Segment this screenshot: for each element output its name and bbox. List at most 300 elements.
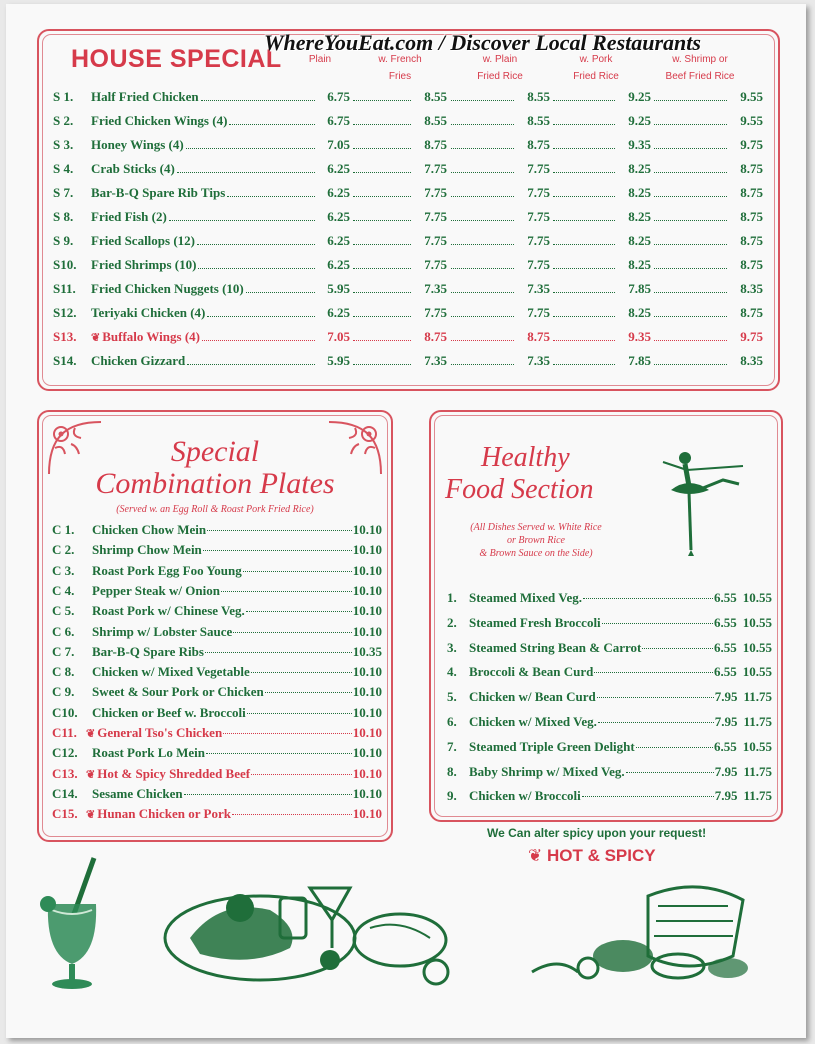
item-price-small: 6.55 xyxy=(714,639,737,655)
combo-item xyxy=(52,522,382,538)
item-price: 6.25 xyxy=(327,209,350,224)
item-code: C 4. xyxy=(52,582,75,598)
item-code: 9. xyxy=(447,788,457,804)
item-price: 8.75 xyxy=(527,329,550,344)
item-price-large: 11.75 xyxy=(743,689,772,705)
item-name: Roast Pork Lo Mein xyxy=(92,745,206,761)
combination-title-line1: Special xyxy=(170,435,260,468)
item-code: S 1. xyxy=(53,89,74,104)
item-name: Half Fried Chicken xyxy=(91,89,199,104)
item-name: Fried Chicken Nuggets (10) xyxy=(91,281,244,296)
combo-item xyxy=(52,705,382,721)
combo-item xyxy=(52,583,382,599)
menu-item xyxy=(53,161,763,179)
dot-leader xyxy=(353,268,411,269)
item-name: Steamed Triple Green Delight xyxy=(469,738,635,754)
item-name: Fried Chicken Wings (4) xyxy=(91,113,228,128)
column-header xyxy=(455,51,545,85)
cocktail-illustration xyxy=(36,854,116,994)
dot-leader xyxy=(451,316,514,317)
item-price: 6.75 xyxy=(327,89,350,104)
healthy-item xyxy=(447,664,772,680)
column-header-line1: Plain xyxy=(308,54,332,65)
item-price: 7.75 xyxy=(527,257,550,272)
combination-title-line2: Combination Plates xyxy=(95,467,335,500)
item-price: 9.35 xyxy=(628,137,651,152)
dot-leader xyxy=(221,591,352,592)
dot-leader xyxy=(451,100,514,101)
column-header-line2: Fried Rice xyxy=(477,71,523,82)
food-platter-illustration xyxy=(160,868,460,988)
item-price: 10.10 xyxy=(352,582,382,598)
column-header-line2: Fried Rice xyxy=(573,71,619,82)
dot-leader xyxy=(594,672,713,673)
dot-leader xyxy=(451,292,514,293)
item-code: S 7. xyxy=(53,185,74,200)
hot-spicy-legend xyxy=(528,846,656,866)
combo-item xyxy=(52,644,382,660)
item-price: 8.55 xyxy=(527,113,550,128)
item-price-large: 11.75 xyxy=(743,763,772,779)
dot-leader xyxy=(186,148,315,149)
item-price: 8.35 xyxy=(740,281,763,296)
dot-leader xyxy=(451,124,514,125)
item-name: Honey Wings (4) xyxy=(91,137,184,152)
item-code: 2. xyxy=(447,614,457,630)
item-code: C 6. xyxy=(52,623,75,639)
dot-leader xyxy=(353,172,411,173)
item-price: 10.10 xyxy=(352,664,382,680)
menu-item xyxy=(53,209,763,227)
item-name-wrap xyxy=(91,89,199,105)
dot-leader xyxy=(353,244,411,245)
item-name: Hot & Spicy Shredded Beef xyxy=(97,765,251,781)
item-name: Pepper Steak w/ Onion xyxy=(92,582,220,598)
dot-leader xyxy=(553,340,615,341)
item-price: 9.55 xyxy=(740,89,763,104)
item-name: Shrimp Chow Mein xyxy=(92,542,202,558)
dot-leader xyxy=(184,794,352,795)
item-price: 7.75 xyxy=(527,185,550,200)
menu-item xyxy=(53,185,763,203)
item-code: C11. xyxy=(52,725,77,740)
dot-leader xyxy=(201,100,315,101)
menu-item xyxy=(53,89,763,107)
dot-leader xyxy=(583,598,713,599)
column-header xyxy=(355,51,445,85)
dot-leader xyxy=(654,268,727,269)
dot-leader xyxy=(206,753,352,754)
item-code: C 5. xyxy=(52,603,75,619)
dot-leader xyxy=(233,632,352,633)
dot-leader xyxy=(553,364,615,365)
item-price-small: 7.95 xyxy=(714,689,738,705)
item-name: Teriyaki Chicken (4) xyxy=(91,305,206,320)
menu-item xyxy=(53,281,763,299)
dot-leader xyxy=(553,220,615,221)
healthy-subtitle-line2: or Brown Rice xyxy=(507,535,565,546)
item-price: 10.10 xyxy=(352,765,382,781)
dot-leader xyxy=(642,648,713,649)
item-name-wrap xyxy=(91,353,185,369)
combo-item xyxy=(52,684,382,700)
pepper-icon: ❦ xyxy=(86,768,96,781)
dot-leader xyxy=(553,172,615,173)
dot-leader xyxy=(197,244,315,245)
item-name: Steamed String Bean & Carrot xyxy=(469,639,642,655)
item-code: C13. xyxy=(52,765,78,781)
item-price: 8.75 xyxy=(740,257,763,272)
dot-leader xyxy=(243,571,352,572)
dot-leader xyxy=(597,697,714,698)
vegetable-basket-illustration xyxy=(528,876,753,986)
item-name: Fried Scallops (12) xyxy=(91,233,195,248)
item-price: 9.55 xyxy=(740,113,763,128)
item-code: S 4. xyxy=(53,161,74,176)
healthy-panel xyxy=(429,410,783,822)
item-price: 7.35 xyxy=(527,281,550,296)
item-name: Chicken w/ Bean Curd xyxy=(469,689,596,705)
item-price: 8.55 xyxy=(527,89,550,104)
item-price: 10.10 xyxy=(352,745,382,761)
item-name: Sweet & Sour Pork or Chicken xyxy=(92,684,264,700)
dot-leader xyxy=(451,268,514,269)
item-name: Buffalo Wings (4) xyxy=(102,329,200,344)
item-price: 7.35 xyxy=(527,353,550,368)
spicy-note: We Can alter spicy upon your request! xyxy=(487,826,707,840)
item-price: 7.75 xyxy=(527,209,550,224)
item-price-small: 6.55 xyxy=(714,664,737,680)
dot-leader xyxy=(232,814,352,815)
item-name: Shrimp w/ Lobster Sauce xyxy=(92,623,233,639)
item-price: 10.10 xyxy=(352,623,382,639)
combo-item xyxy=(52,806,382,822)
item-code: S 8. xyxy=(53,209,74,224)
item-name-wrap xyxy=(91,305,205,321)
item-code: S11. xyxy=(53,281,76,296)
dot-leader xyxy=(654,316,727,317)
item-price-large: 10.55 xyxy=(742,590,772,605)
item-name-wrap xyxy=(91,329,200,345)
item-code: C14. xyxy=(52,785,78,801)
dot-leader xyxy=(247,713,352,714)
item-name: Roast Pork w/ Chinese Veg. xyxy=(92,603,245,619)
dot-leader xyxy=(451,172,514,173)
dot-leader xyxy=(654,292,727,293)
healthy-item xyxy=(447,714,772,730)
dot-leader xyxy=(654,340,727,341)
healthy-item xyxy=(447,590,772,606)
combo-item xyxy=(52,745,382,761)
dot-leader xyxy=(654,364,727,365)
item-price: 6.25 xyxy=(327,185,350,200)
item-price-large: 10.55 xyxy=(742,738,772,754)
item-price-large: 10.55 xyxy=(742,639,772,655)
dot-leader xyxy=(553,292,615,293)
item-code: S 9. xyxy=(53,233,74,248)
item-code: 4. xyxy=(447,664,457,680)
dot-leader xyxy=(202,340,315,341)
item-price: 6.25 xyxy=(327,233,350,248)
house-special-title: HOUSE SPECIAL xyxy=(71,45,282,73)
item-price: 6.25 xyxy=(327,257,350,272)
item-name: Steamed Mixed Veg. xyxy=(469,590,583,605)
item-price: 10.10 xyxy=(352,785,382,801)
item-code: S12. xyxy=(53,305,77,320)
column-header xyxy=(551,51,641,85)
dot-leader xyxy=(598,722,714,723)
item-price: 7.85 xyxy=(628,281,651,296)
combo-item xyxy=(52,624,382,640)
combo-item xyxy=(52,603,382,619)
dot-leader xyxy=(177,172,315,173)
item-price-small: 7.95 xyxy=(714,714,738,729)
item-price: 8.35 xyxy=(740,353,763,368)
item-name-wrap xyxy=(91,185,225,201)
item-price-small: 7.95 xyxy=(714,763,738,779)
combination-panel xyxy=(37,410,393,842)
house-special-panel xyxy=(37,29,780,391)
item-name-wrap xyxy=(91,233,195,249)
dot-leader xyxy=(553,244,615,245)
item-name: Fried Fish (2) xyxy=(91,209,167,224)
healthy-title-line2: Food Section xyxy=(445,474,594,505)
item-price: 7.35 xyxy=(424,281,447,296)
item-price-small: 6.55 xyxy=(714,614,737,630)
item-name: Hunan Chicken or Pork xyxy=(97,806,231,822)
dot-leader xyxy=(553,268,615,269)
item-price: 9.25 xyxy=(628,89,651,104)
item-price: 8.25 xyxy=(628,209,651,224)
item-price: 7.75 xyxy=(527,233,550,248)
item-code: C 8. xyxy=(52,664,75,680)
healthy-item xyxy=(447,689,772,705)
dot-leader xyxy=(353,340,411,341)
dot-leader xyxy=(626,772,714,773)
healthy-item xyxy=(447,764,772,780)
item-price: 9.75 xyxy=(740,329,763,344)
site-watermark: WhereYouEat.com / Discover Local Restaurants xyxy=(264,30,701,55)
healthy-subtitle xyxy=(461,521,611,560)
dot-leader xyxy=(353,196,411,197)
item-price: 10.10 xyxy=(352,603,382,619)
dot-leader xyxy=(654,124,727,125)
column-header-line1: w. Plain xyxy=(482,54,518,65)
menu-item xyxy=(53,137,763,155)
item-name: Broccoli & Bean Curd xyxy=(469,664,594,680)
item-name-wrap xyxy=(91,137,184,153)
hot-spicy-label: HOT & SPICY xyxy=(546,846,656,865)
item-price: 10.10 xyxy=(352,684,382,700)
item-price: 9.75 xyxy=(740,137,763,152)
dot-leader xyxy=(553,148,615,149)
column-header-line2: Fries xyxy=(388,71,412,82)
dot-leader xyxy=(582,796,714,797)
menu-item xyxy=(53,329,763,347)
item-price: 10.10 xyxy=(352,725,382,740)
item-price: 5.95 xyxy=(327,281,350,296)
dot-leader xyxy=(654,220,727,221)
item-price: 10.10 xyxy=(352,806,382,822)
item-price: 8.55 xyxy=(424,113,447,128)
item-name-wrap xyxy=(91,257,196,273)
combo-item xyxy=(52,786,382,802)
item-name: Chicken or Beef w. Broccoli xyxy=(92,704,246,720)
dot-leader xyxy=(353,292,411,293)
item-price: 7.75 xyxy=(424,209,447,224)
healthy-title-line1: Healthy xyxy=(481,442,570,473)
healthy-subtitle-line3: & Brown Sauce on the Side) xyxy=(479,548,593,559)
item-name-wrap xyxy=(91,161,175,177)
item-code: C 2. xyxy=(52,542,75,558)
item-name: Chicken w/ Mixed Vegetable xyxy=(92,664,250,680)
item-price: 9.35 xyxy=(628,329,651,344)
dot-leader xyxy=(203,550,352,551)
dot-leader xyxy=(654,172,727,173)
dot-leader xyxy=(353,148,411,149)
item-price: 7.75 xyxy=(424,233,447,248)
pepper-icon: ❦ xyxy=(86,809,96,822)
item-price: 6.25 xyxy=(327,161,350,176)
dot-leader xyxy=(451,196,514,197)
item-price: 8.75 xyxy=(740,185,763,200)
item-name: Chicken Chow Mein xyxy=(92,522,207,537)
item-name: Bar-B-Q Spare Rib Tips xyxy=(91,185,226,200)
item-price: 8.75 xyxy=(740,209,763,224)
dot-leader xyxy=(227,196,315,197)
dot-leader xyxy=(187,364,315,365)
item-price: 7.75 xyxy=(527,161,550,176)
item-code: C 9. xyxy=(52,684,75,700)
item-price: 7.35 xyxy=(424,353,447,368)
dot-leader xyxy=(654,148,727,149)
item-price: 10.10 xyxy=(352,704,382,720)
column-header-line1: w. Pork xyxy=(579,54,613,65)
item-price-small: 7.95 xyxy=(714,788,738,804)
item-price: 8.25 xyxy=(628,305,651,320)
item-price: 7.75 xyxy=(527,305,550,320)
dot-leader xyxy=(265,692,352,693)
dot-leader xyxy=(223,733,352,734)
dot-leader xyxy=(251,774,352,775)
item-name: General Tso's Chicken xyxy=(97,725,223,740)
dot-leader xyxy=(553,124,615,125)
healthy-subtitle-line1: (All Dishes Served w. White Rice xyxy=(470,522,602,533)
column-header-line2: Beef Fried Rice xyxy=(665,71,735,82)
dot-leader xyxy=(553,316,615,317)
dot-leader xyxy=(169,220,315,221)
item-name: Chicken w/ Mixed Veg. xyxy=(469,714,597,729)
column-header xyxy=(655,51,745,85)
item-price: 7.75 xyxy=(424,161,447,176)
combo-item xyxy=(52,563,382,579)
dot-leader xyxy=(654,244,727,245)
item-price: 8.55 xyxy=(424,89,447,104)
dot-leader xyxy=(451,148,514,149)
item-price: 5.95 xyxy=(327,353,350,368)
item-price: 8.25 xyxy=(628,257,651,272)
combo-item xyxy=(52,725,382,741)
column-header-line1: w. French xyxy=(378,54,422,65)
item-price: 8.75 xyxy=(424,329,447,344)
column-header-line1: w. Shrimp or xyxy=(672,54,728,65)
item-code: 5. xyxy=(447,689,457,705)
item-code: 6. xyxy=(447,714,457,729)
healthy-item xyxy=(447,640,772,656)
item-price: 8.25 xyxy=(628,161,651,176)
item-price: 10.10 xyxy=(352,522,382,537)
menu-item xyxy=(53,257,763,275)
item-price: 8.75 xyxy=(527,137,550,152)
item-price: 7.75 xyxy=(424,257,447,272)
item-code: S13. xyxy=(53,329,77,344)
item-name: Roast Pork Egg Foo Young xyxy=(92,562,242,578)
item-code: S 2. xyxy=(53,113,74,128)
dot-leader xyxy=(654,100,727,101)
menu-item xyxy=(53,233,763,251)
item-name-wrap xyxy=(91,281,244,297)
pepper-icon: ❦ xyxy=(528,846,543,865)
item-price-large: 10.55 xyxy=(742,614,772,630)
dot-leader xyxy=(353,364,411,365)
item-code: 7. xyxy=(447,738,457,754)
ballerina-icon xyxy=(653,440,753,560)
pepper-icon: ❦ xyxy=(86,728,96,740)
item-price: 8.25 xyxy=(628,233,651,248)
item-price: 8.75 xyxy=(740,233,763,248)
item-code: C 3. xyxy=(52,562,75,578)
dot-leader xyxy=(251,672,352,673)
combo-item xyxy=(52,766,382,782)
item-name: Bar-B-Q Spare Ribs xyxy=(92,643,204,659)
dot-leader xyxy=(353,220,411,221)
dot-leader xyxy=(246,292,315,293)
item-price: 7.85 xyxy=(628,353,651,368)
dot-leader xyxy=(246,611,352,612)
item-price: 7.75 xyxy=(424,305,447,320)
healthy-item xyxy=(447,788,772,804)
dot-leader xyxy=(207,316,315,317)
item-code: S10. xyxy=(53,257,77,272)
menu-item xyxy=(53,113,763,131)
dot-leader xyxy=(353,124,411,125)
item-price: 10.35 xyxy=(352,643,382,659)
item-code: C15. xyxy=(52,806,78,822)
dot-leader xyxy=(198,268,315,269)
item-price: 6.25 xyxy=(327,305,350,320)
item-code: C 7. xyxy=(52,643,75,659)
item-price: 7.05 xyxy=(327,329,350,344)
combo-item xyxy=(52,542,382,558)
item-price: 8.75 xyxy=(424,137,447,152)
item-price: 10.10 xyxy=(352,542,382,558)
item-price-large: 11.75 xyxy=(743,714,772,729)
dot-leader xyxy=(229,124,315,125)
item-code: C 1. xyxy=(52,522,75,537)
dot-leader xyxy=(353,100,411,101)
dot-leader xyxy=(451,244,514,245)
dot-leader xyxy=(553,196,615,197)
item-code: C12. xyxy=(52,745,78,761)
item-name: Baby Shrimp w/ Mixed Veg. xyxy=(469,763,625,779)
item-price: 8.25 xyxy=(628,185,651,200)
dot-leader xyxy=(654,196,727,197)
item-name: Crab Sticks (4) xyxy=(91,161,175,176)
healthy-item xyxy=(447,739,772,755)
healthy-title xyxy=(445,442,594,506)
dot-leader xyxy=(451,340,514,341)
item-name: Chicken Gizzard xyxy=(91,353,186,368)
